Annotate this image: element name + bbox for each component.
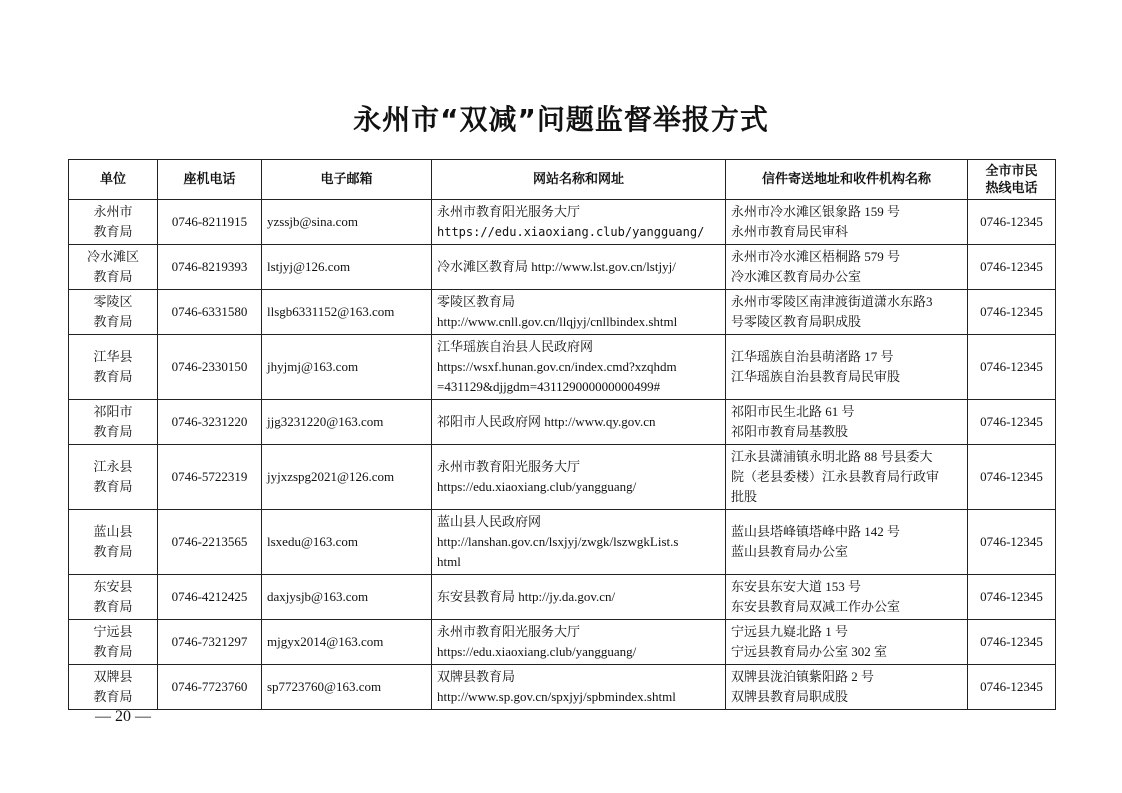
table-row	[69, 245, 1056, 290]
contact-table	[68, 159, 1056, 710]
address-cell: 宁远县九嶷北路 1 号 宁远县教育局办公室 302 室	[726, 620, 968, 665]
phone-cell: 0746-2330150	[158, 335, 262, 400]
hotline-cell: 0746-12345	[968, 290, 1056, 335]
email-cell: daxjysjb@163.com	[262, 575, 432, 620]
address-cell: 东安县东安大道 153 号 东安县教育局双减工作办公室	[726, 575, 968, 620]
website-cell	[432, 245, 726, 290]
unit-cell: 永州市 教育局	[69, 200, 158, 245]
unit-cell: 祁阳市 教育局	[69, 400, 158, 445]
unit-cell: 冷水滩区 教育局	[69, 245, 158, 290]
address-cell: 江永县潇浦镇永明北路 88 号县委大 院（老县委楼）江永县教育局行政审 批股	[726, 445, 968, 510]
website-name: 江华瑶族自治县人民政府网	[437, 339, 594, 354]
website-url[interactable]: https://edu.xiaoxiang.club/yangguang/	[437, 644, 637, 659]
phone-cell: 0746-4212425	[158, 575, 262, 620]
website-name: 东安县教育局 http://jy.da.gov.cn/	[437, 589, 616, 604]
address-cell: 永州市冷水滩区梧桐路 579 号 冷水滩区教育局办公室	[726, 245, 968, 290]
website-cell	[432, 400, 726, 445]
phone-cell: 0746-2213565	[158, 510, 262, 575]
table-header-row	[69, 160, 1056, 200]
unit-cell: 双牌县 教育局	[69, 665, 158, 710]
website-name: 永州市教育阳光服务大厅	[437, 204, 581, 219]
address-cell: 祁阳市民生北路 61 号 祁阳市教育局基教股	[726, 400, 968, 445]
email-cell: yzssjb@sina.com	[262, 200, 432, 245]
website-cell	[432, 200, 726, 245]
table-row	[69, 575, 1056, 620]
website-cell	[432, 445, 726, 510]
website-name: 永州市教育阳光服务大厅	[437, 459, 581, 474]
header-phone: 座机电话	[158, 160, 262, 200]
website-cell	[432, 335, 726, 400]
phone-cell: 0746-7723760	[158, 665, 262, 710]
table-row	[69, 665, 1056, 710]
unit-cell: 江华县 教育局	[69, 335, 158, 400]
table-row	[69, 400, 1056, 445]
email-cell: jyjxzspg2021@126.com	[262, 445, 432, 510]
website-cell	[432, 290, 726, 335]
hotline-cell: 0746-12345	[968, 575, 1056, 620]
phone-cell: 0746-3231220	[158, 400, 262, 445]
email-cell: sp7723760@163.com	[262, 665, 432, 710]
website-name: 蓝山县人民政府网	[437, 514, 542, 529]
phone-cell: 0746-5722319	[158, 445, 262, 510]
hotline-cell: 0746-12345	[968, 445, 1056, 510]
table-row	[69, 200, 1056, 245]
hotline-cell: 0746-12345	[968, 245, 1056, 290]
unit-cell: 零陵区 教育局	[69, 290, 158, 335]
address-cell: 蓝山县塔峰镇塔峰中路 142 号 蓝山县教育局办公室	[726, 510, 968, 575]
unit-cell: 宁远县 教育局	[69, 620, 158, 665]
table-body	[69, 200, 1056, 710]
header-email: 电子邮箱	[262, 160, 432, 200]
table-row	[69, 445, 1056, 510]
table-row	[69, 335, 1056, 400]
hotline-cell: 0746-12345	[968, 400, 1056, 445]
header-hotline: 全市市民 热线电话	[968, 160, 1056, 200]
address-cell: 永州市冷水滩区银象路 159 号 永州市教育局民审科	[726, 200, 968, 245]
email-cell: lstjyj@126.com	[262, 245, 432, 290]
website-url[interactable]: https://wsxf.hunan.gov.cn/index.cmd?xzqhdm =431129&djjgdm=431129000000000499#	[437, 359, 677, 394]
phone-cell: 0746-7321297	[158, 620, 262, 665]
website-name: 祁阳市人民政府网 http://www.qy.gov.cn	[437, 414, 656, 429]
website-name: 双牌县教育局	[437, 669, 516, 684]
header-website: 网站名称和网址	[432, 160, 726, 200]
address-cell: 双牌县泷泊镇紫阳路 2 号 双牌县教育局职成股	[726, 665, 968, 710]
phone-cell: 0746-8219393	[158, 245, 262, 290]
header-address: 信件寄送地址和收件机构名称	[726, 160, 968, 200]
header-unit: 单位	[69, 160, 158, 200]
hotline-cell: 0746-12345	[968, 665, 1056, 710]
email-cell: lsxedu@163.com	[262, 510, 432, 575]
website-url[interactable]: http://www.sp.gov.cn/spxjyj/spbmindex.shtml	[437, 689, 676, 704]
page-number: — 20 —	[95, 708, 151, 725]
table-row	[69, 290, 1056, 335]
address-cell: 江华瑶族自治县萌渚路 17 号 江华瑶族自治县教育局民审股	[726, 335, 968, 400]
address-cell: 永州市零陵区南津渡街道潇水东路3 号零陵区教育局职成股	[726, 290, 968, 335]
hotline-cell: 0746-12345	[968, 510, 1056, 575]
email-cell: jjg3231220@163.com	[262, 400, 432, 445]
page-title: 永州市“双减”问题监督举报方式	[353, 103, 769, 136]
email-cell: jhyjmj@163.com	[262, 335, 432, 400]
website-cell	[432, 575, 726, 620]
hotline-cell: 0746-12345	[968, 335, 1056, 400]
website-url[interactable]: https://edu.xiaoxiang.club/yangguang/	[437, 225, 705, 239]
email-cell: mjgyx2014@163.com	[262, 620, 432, 665]
unit-cell: 江永县 教育局	[69, 445, 158, 510]
table-row	[69, 510, 1056, 575]
website-cell	[432, 510, 726, 575]
website-url[interactable]: http://lanshan.gov.cn/lsxjyj/zwgk/lszwgkList.s html	[437, 534, 679, 569]
email-cell: llsgb6331152@163.com	[262, 290, 432, 335]
website-name: 零陵区教育局	[437, 294, 516, 309]
hotline-cell: 0746-12345	[968, 620, 1056, 665]
website-name: 永州市教育阳光服务大厅	[437, 624, 581, 639]
hotline-cell: 0746-12345	[968, 200, 1056, 245]
phone-cell: 0746-8211915	[158, 200, 262, 245]
unit-cell: 东安县 教育局	[69, 575, 158, 620]
website-url[interactable]: http://www.cnll.gov.cn/llqjyj/cnllbindex.shtml	[437, 314, 678, 329]
website-cell	[432, 620, 726, 665]
website-cell	[432, 665, 726, 710]
unit-cell: 蓝山县 教育局	[69, 510, 158, 575]
website-url[interactable]: https://edu.xiaoxiang.club/yangguang/	[437, 479, 637, 494]
website-name: 冷水滩区教育局 http://www.lst.gov.cn/lstjyj/	[437, 259, 676, 274]
table-row	[69, 620, 1056, 665]
phone-cell: 0746-6331580	[158, 290, 262, 335]
